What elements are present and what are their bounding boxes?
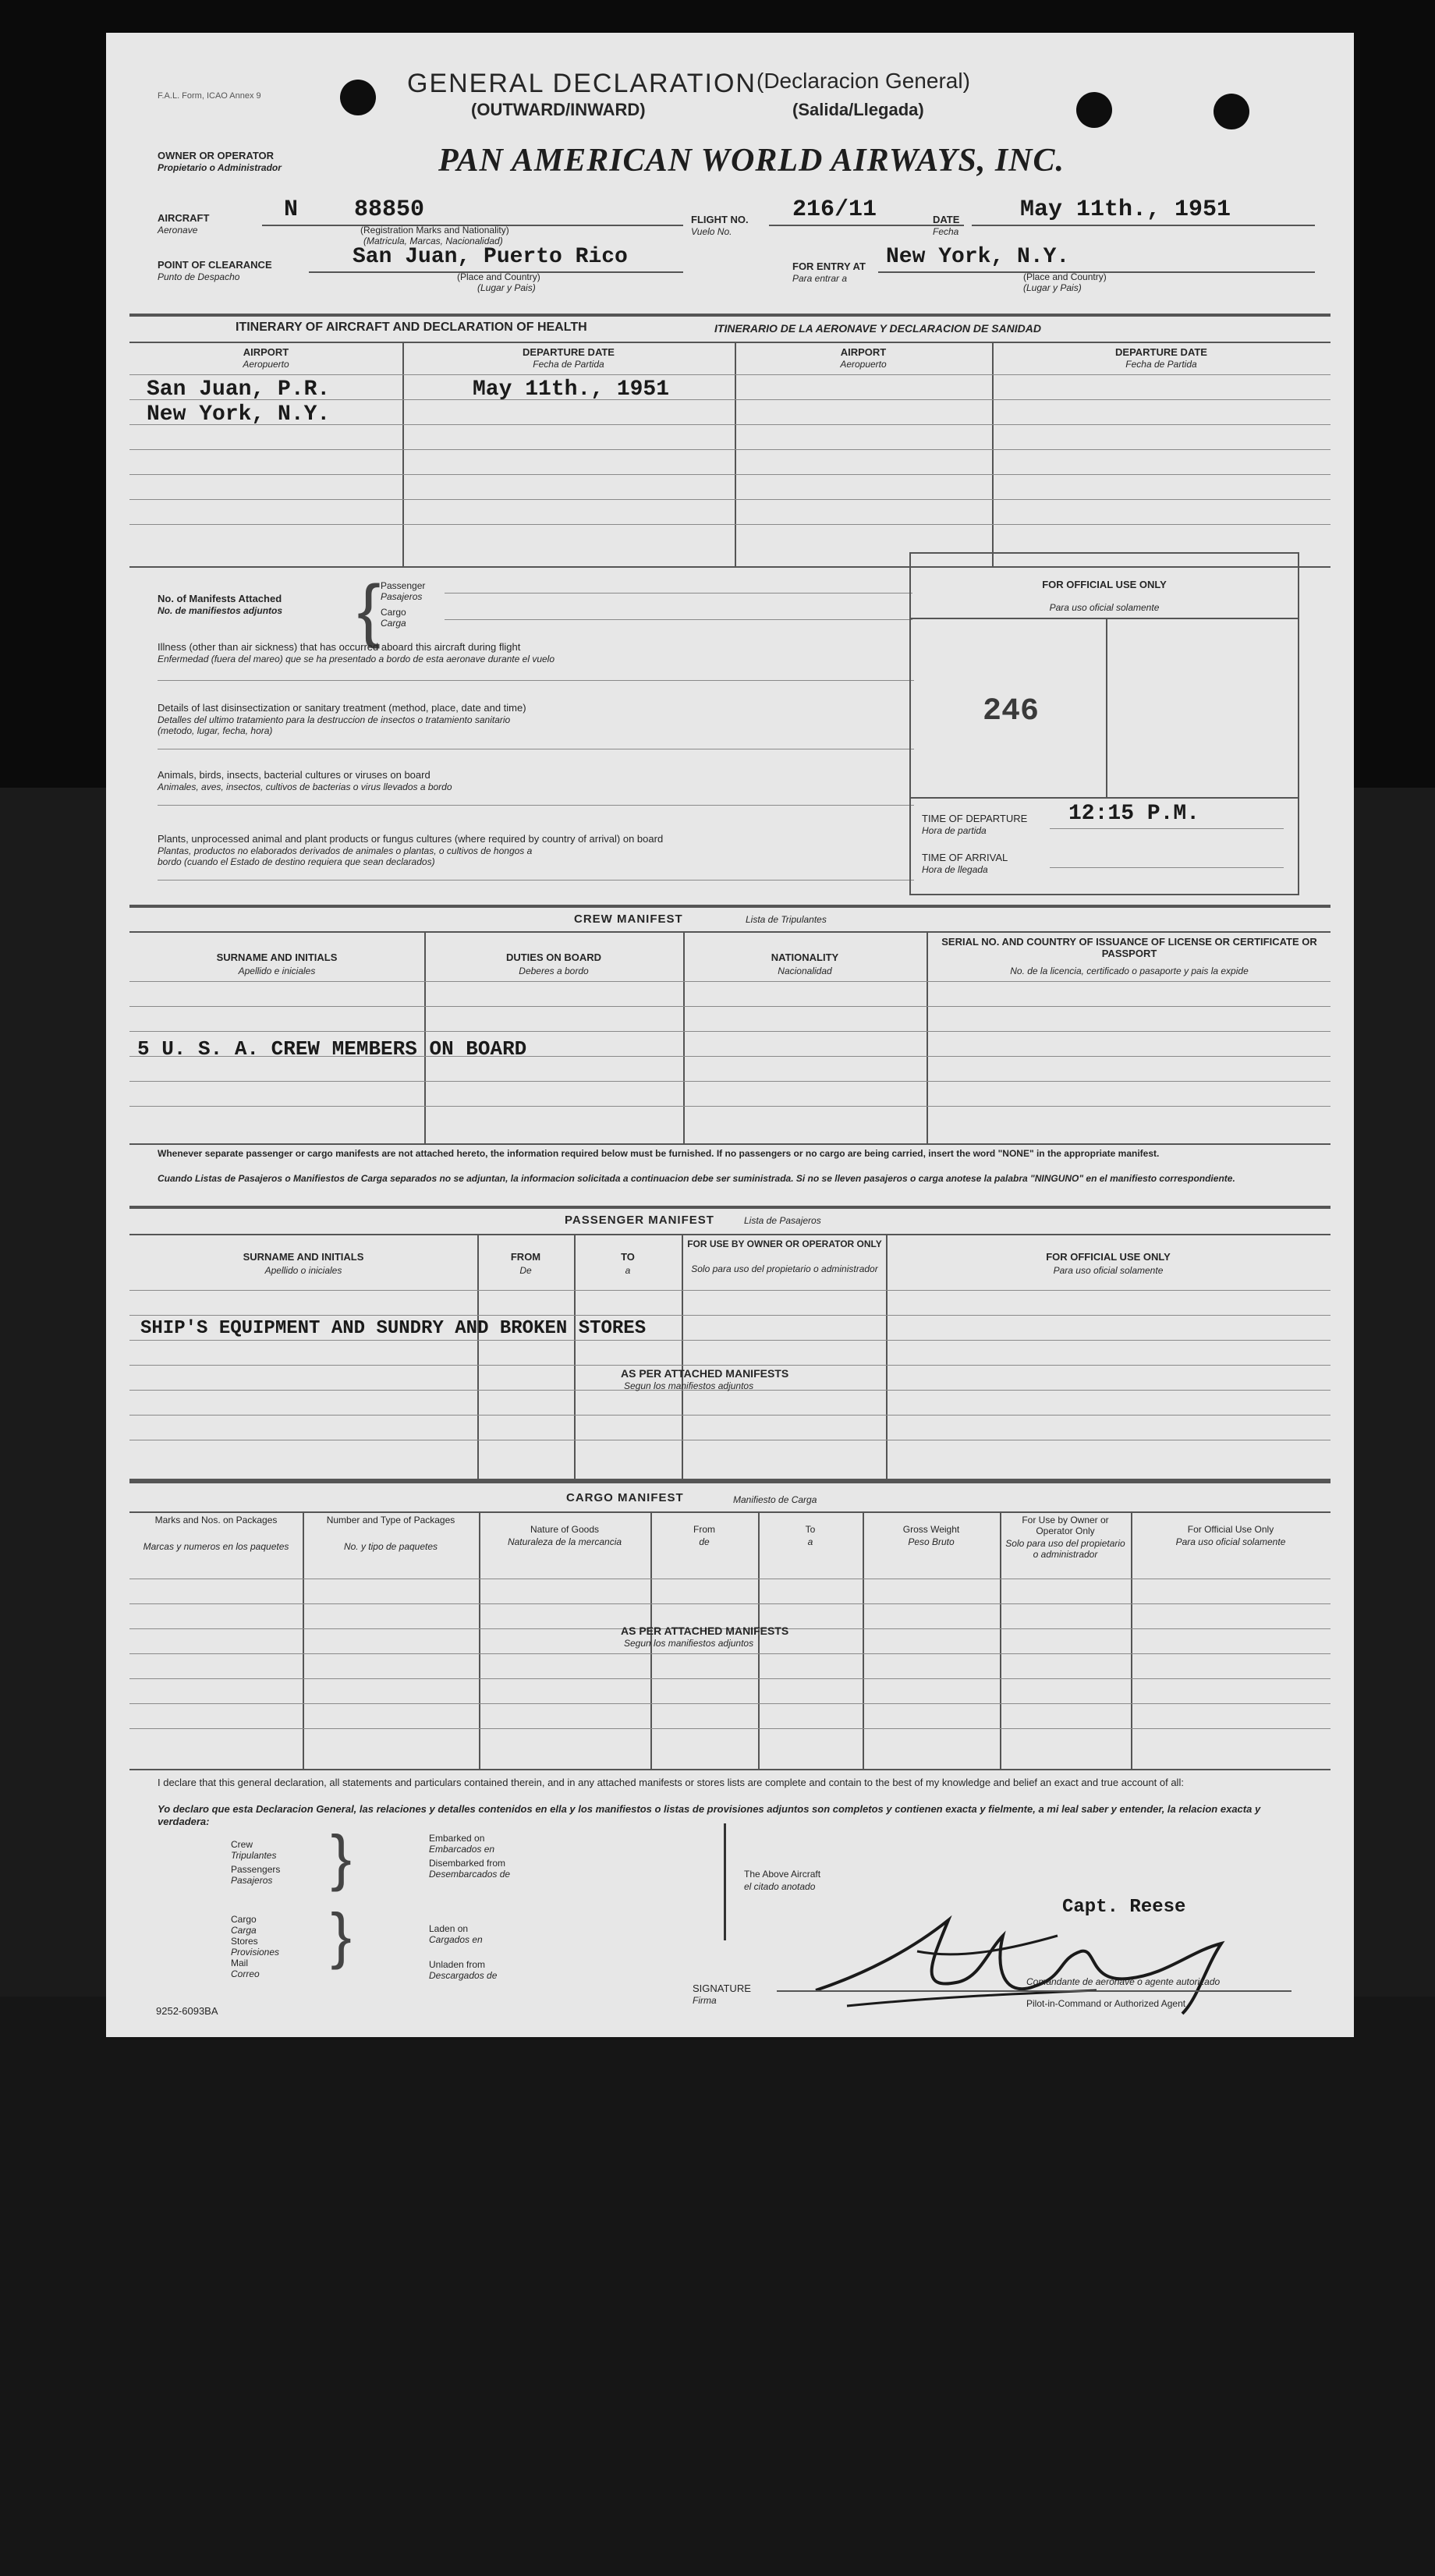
crew-col-serial: SERIAL NO. AND COUNTRY OF ISSUANCE OF LICENSE OR CERTIFICATE OR PASSPORT [941,936,1317,959]
crew-col-nationality-es: Nacionalidad [778,966,832,976]
cargo-col-from-es: de [699,1536,710,1547]
passenger-manifest-title: PASSENGER MANIFEST [565,1214,714,1227]
clearance-label-es: Punto de Despacho [158,271,240,282]
passenger-col-name-es: Apellido o iniciales [264,1265,342,1276]
illness-label: Illness (other than air sickness) that has occurred aboard this aircraft during flight [158,641,521,653]
cargo-word-es: Carga [231,1925,257,1936]
flight-number: 216/11 [792,197,877,223]
brace: { [357,572,381,650]
cargo-col-to-es: a [807,1536,813,1547]
passenger-label-es: Pasajeros [381,591,423,602]
itinerary-col-departure-2-es: Fecha de Partida [1125,359,1197,370]
passenger-manifest-title-es: Lista de Pasajeros [744,1215,821,1226]
passengers-word: Passengers [231,1864,281,1875]
itinerary-col-airport-es: Aeropuerto [243,359,289,370]
cargo-col-official: For Official Use Only [1187,1524,1274,1535]
declaration-text: I declare that this general declaration, all statements and particulars contained therein, and in any attached manifests or stores lists are complete and contain to the best of my knowledge and belief an exact and true account of all: [158,1777,1184,1788]
itinerary-col-airport-2: AIRPORT [840,346,887,358]
passenger-label: Passenger [381,580,426,591]
itinerary-col-departure-es: Fecha de Partida [533,359,604,370]
itinerary-col-airport-2-es: Aeropuerto [840,359,887,370]
above-aircraft-label: The Above Aircraft [744,1869,821,1880]
illness-label-es: Enfermedad (fuera del mareo) que se ha presentado a bordo de esta aeronave durante el vuelo [158,654,555,664]
brace-right-2: } [331,1901,352,1970]
cargo-col-weight-es: Peso Bruto [908,1536,955,1547]
passenger-attached: AS PER ATTACHED MANIFESTS [621,1367,789,1380]
form-subtitle-es: (Salida/Llegada) [792,100,924,119]
cargo-label: Cargo [381,607,406,618]
official-use-title: FOR OFFICIAL USE ONLY [1042,579,1167,590]
signature-caption: Pilot-in-Command or Authorized Agent [1026,1998,1186,2009]
above-aircraft-label-es: el citado anotado [744,1881,816,1892]
laden-label: Laden on [429,1923,469,1934]
passenger-col-from-es: De [519,1265,532,1276]
laden-label-es: Cargados en [429,1934,483,1945]
entry-place: New York, N.Y. [886,245,1070,269]
itinerary-col-departure: DEPARTURE DATE [523,346,615,358]
animals-label: Animals, birds, insects, bacterial cultures or viruses on board [158,769,430,781]
official-use-title-es: Para uso oficial solamente [1049,602,1160,613]
form-subtitle: (OUTWARD/INWARD) [471,100,646,119]
passenger-col-official: FOR OFFICIAL USE ONLY [1046,1251,1171,1263]
unladen-label: Unladen from [429,1959,486,1970]
itinerary-col-departure-2: DEPARTURE DATE [1115,346,1207,358]
signature-label: SIGNATURE [693,1982,751,1994]
cargo-col-owner-es: Solo para uso del propietario o administrador [1005,1538,1125,1560]
departure-time-label-es: Hora de partida [922,825,987,836]
disinfection-label-es: Detalles del ultimo tratamiento para la destruccion de insectos o tratamiento sanitario [158,714,511,725]
arrival-time-label-es: Hora de llegada [922,864,988,875]
crew-col-nationality: NATIONALITY [771,951,839,963]
plants-label-es: Plantas, productos no elaborados derivados de animales o plantas, o cultivos de hongos a [158,845,533,856]
itinerary-airport-1: San Juan, P.R. [147,377,331,402]
disinfection-label-es2: (metodo, lugar, fecha, hora) [158,725,273,736]
signature-label-es: Firma [693,1995,717,2006]
itinerary-departure-1: May 11th., 1951 [473,377,670,402]
manifest-instruction: Whenever separate passenger or cargo manifests are not attached hereto, the information required below must be furnished. If no passengers or no cargo are being carried, insert the word "NONE" in the appropriate manifest. [158,1148,1160,1159]
cargo-col-nature-es: Naturaleza de la mercancia [507,1536,622,1547]
crew-col-name: SURNAME AND INITIALS [216,951,338,963]
clearance-label: POINT OF CLEARANCE [158,259,272,271]
punch-hole [1076,92,1112,128]
declaration-text-es: Yo declaro que esta Declaracion General, las relaciones y detalles contenidos en ella y los manifiestos o listas de provisiones adjuntos son completos y contienen exacta y fielmente, a mi leal saber y entender, la relacion exacta y verdadera: [158,1803,1261,1827]
cargo-attached-es: Segun los manifiestos adjuntos [624,1638,754,1649]
form-title-es: (Declaracion General) [756,69,970,93]
passenger-col-to-es: a [625,1265,631,1276]
entry-note: (Place and Country) [1023,271,1107,282]
mail-word-es: Correo [231,1968,260,1979]
itinerary-title: ITINERARY OF AIRCRAFT AND DECLARATION OF HEALTH [236,321,587,334]
passenger-col-owner: FOR USE BY OWNER OR OPERATOR ONLY [687,1238,882,1249]
cargo-col-to: To [805,1524,816,1535]
departure-time-label: TIME OF DEPARTURE [922,813,1028,824]
punch-hole [1214,94,1249,129]
plants-label: Plants, unprocessed animal and plant products or fungus cultures (where required by country of arrival) on board [158,833,664,845]
clearance-note-es: (Lugar y Pais) [477,282,536,293]
aircraft-label-es: Aeronave [158,225,198,236]
passenger-col-from: FROM [510,1251,541,1263]
passenger-attached-es: Segun los manifiestos adjuntos [624,1380,754,1391]
aircraft-registration: N 88850 [284,197,425,223]
unladen-label-es: Descargados de [429,1970,498,1981]
general-declaration-form [106,33,1354,2037]
crew-word: Crew [231,1839,253,1850]
passenger-col-official-es: Para uso oficial solamente [1053,1265,1164,1276]
punch-hole [340,80,376,115]
cargo-col-number-es: No. y tipo de paquetes [343,1541,438,1552]
crew-col-name-es: Apellido e iniciales [238,966,316,976]
embarked-label: Embarked on [429,1833,485,1844]
operator-name: PAN AMERICAN WORLD AIRWAYS, INC. [438,143,1065,179]
crew-col-duties-es: Deberes a bordo [519,966,589,976]
disembarked-label: Disembarked from [429,1858,506,1869]
plants-label-es2: bordo (cuando el Estado de destino requiera que sean declarados) [158,856,435,867]
manifests-label-es: No. de manifiestos adjuntos [158,605,283,616]
arrival-time-label: TIME OF ARRIVAL [922,852,1008,863]
crew-manifest-title-es: Lista de Tripulantes [746,914,827,925]
stores-word-es: Provisiones [231,1947,280,1958]
stores-word: Stores [231,1936,258,1947]
entry-label-es: Para entrar a [792,273,848,284]
aircraft-note: (Registration Marks and Nationality) [360,225,509,236]
itinerary-col-airport: AIRPORT [243,346,289,358]
cargo-manifest-title: CARGO MANIFEST [566,1491,684,1504]
mail-word: Mail [231,1958,249,1968]
crew-col-duties: DUTIES ON BOARD [505,951,602,963]
aircraft-note-es: (Matricula, Marcas, Nacionalidad) [363,236,503,246]
official-stamp-number: 246 [983,694,1040,729]
aircraft-label: AIRCRAFT [158,212,210,224]
cargo-col-number: Number and Type of Packages [326,1515,455,1525]
form-title: GENERAL DECLARATION [407,69,756,98]
disembarked-label-es: Desembarcados de [429,1869,511,1880]
manifest-instruction-es: Cuando Listas de Pasajeros o Manifiestos de Carga separados no se adjuntan, la informacion solicitada a continuacion debe ser suministrada. Si no se lleven pasajeros o carga anotese la palabra "NINGUNO" en el manifiesto correspondiente. [158,1173,1235,1184]
crew-col-serial-es: No. de la licencia, certificado o pasaporte y pais la expide [1010,966,1249,976]
form-reference: F.A.L. Form, ICAO Annex 9 [158,91,261,101]
entry-note-es: (Lugar y Pais) [1023,282,1082,293]
cargo-label-es: Carga [381,618,406,629]
cargo-word: Cargo [231,1914,257,1925]
crew-manifest-title: CREW MANIFEST [574,912,683,926]
itinerary-airport-2: New York, N.Y. [147,402,331,427]
cargo-attached: AS PER ATTACHED MANIFESTS [621,1625,789,1637]
cargo-manifest-title-es: Manifiesto de Carga [733,1494,817,1505]
passenger-col-owner-es: Solo para uso del propietario o administrador [691,1263,878,1274]
signature-caption-es: Comandante de aeronave o agente autorizado [1026,1976,1221,1987]
clearance-note: (Place and Country) [457,271,540,282]
crew-entry: 5 U. S. A. CREW MEMBERS ON BOARD [137,1037,527,1061]
crew-word-es: Tripulantes [231,1850,277,1861]
cargo-col-from: From [693,1524,715,1535]
operator-label: OWNER OR OPERATOR [158,150,275,161]
operator-label-es: Propietario o Administrador [158,162,282,173]
entry-label: FOR ENTRY AT [792,260,866,272]
cargo-col-marks-es: Marcas y numeros en los paquetes [143,1541,289,1552]
date-label-es: Fecha [933,226,959,237]
date-label: DATE [933,214,960,225]
cargo-col-weight: Gross Weight [902,1524,960,1535]
flight-label-es: Vuelo No. [691,226,732,237]
itinerary-title-es: ITINERARIO DE LA AERONAVE Y DECLARACION DE SANIDAD [714,322,1041,335]
captain-name: Capt. Reese [1062,1897,1186,1918]
clearance-place: San Juan, Puerto Rico [353,245,628,269]
passengers-word-es: Pasajeros [231,1875,273,1886]
brace-right: } [331,1823,352,1892]
cargo-col-marks: Marks and Nos. on Packages [154,1515,278,1525]
flight-label: FLIGHT NO. [691,214,749,225]
flight-date: May 11th., 1951 [1020,197,1231,223]
passenger-col-to: TO [621,1251,635,1263]
form-number: 9252-6093BA [156,2005,218,2017]
passenger-entry: SHIP'S EQUIPMENT AND SUNDRY AND BROKEN STORES [140,1318,647,1339]
scan-background-bottom [0,1997,1435,2576]
passenger-col-name: SURNAME AND INITIALS [243,1251,364,1263]
cargo-col-owner: For Use by Owner or Operator Only [1022,1515,1109,1536]
disinfection-label: Details of last disinsectization or sanitary treatment (method, place, date and time) [158,702,526,714]
embarked-label-es: Embarcados en [429,1844,495,1855]
animals-label-es: Animales, aves, insectos, cultivos de bacterias o virus llevados a bordo [158,781,452,792]
cargo-col-nature: Nature of Goods [530,1524,600,1535]
cargo-col-official-es: Para uso oficial solamente [1175,1536,1286,1547]
departure-time-value: 12:15 P.M. [1068,802,1200,826]
manifests-label: No. of Manifests Attached [158,593,282,604]
